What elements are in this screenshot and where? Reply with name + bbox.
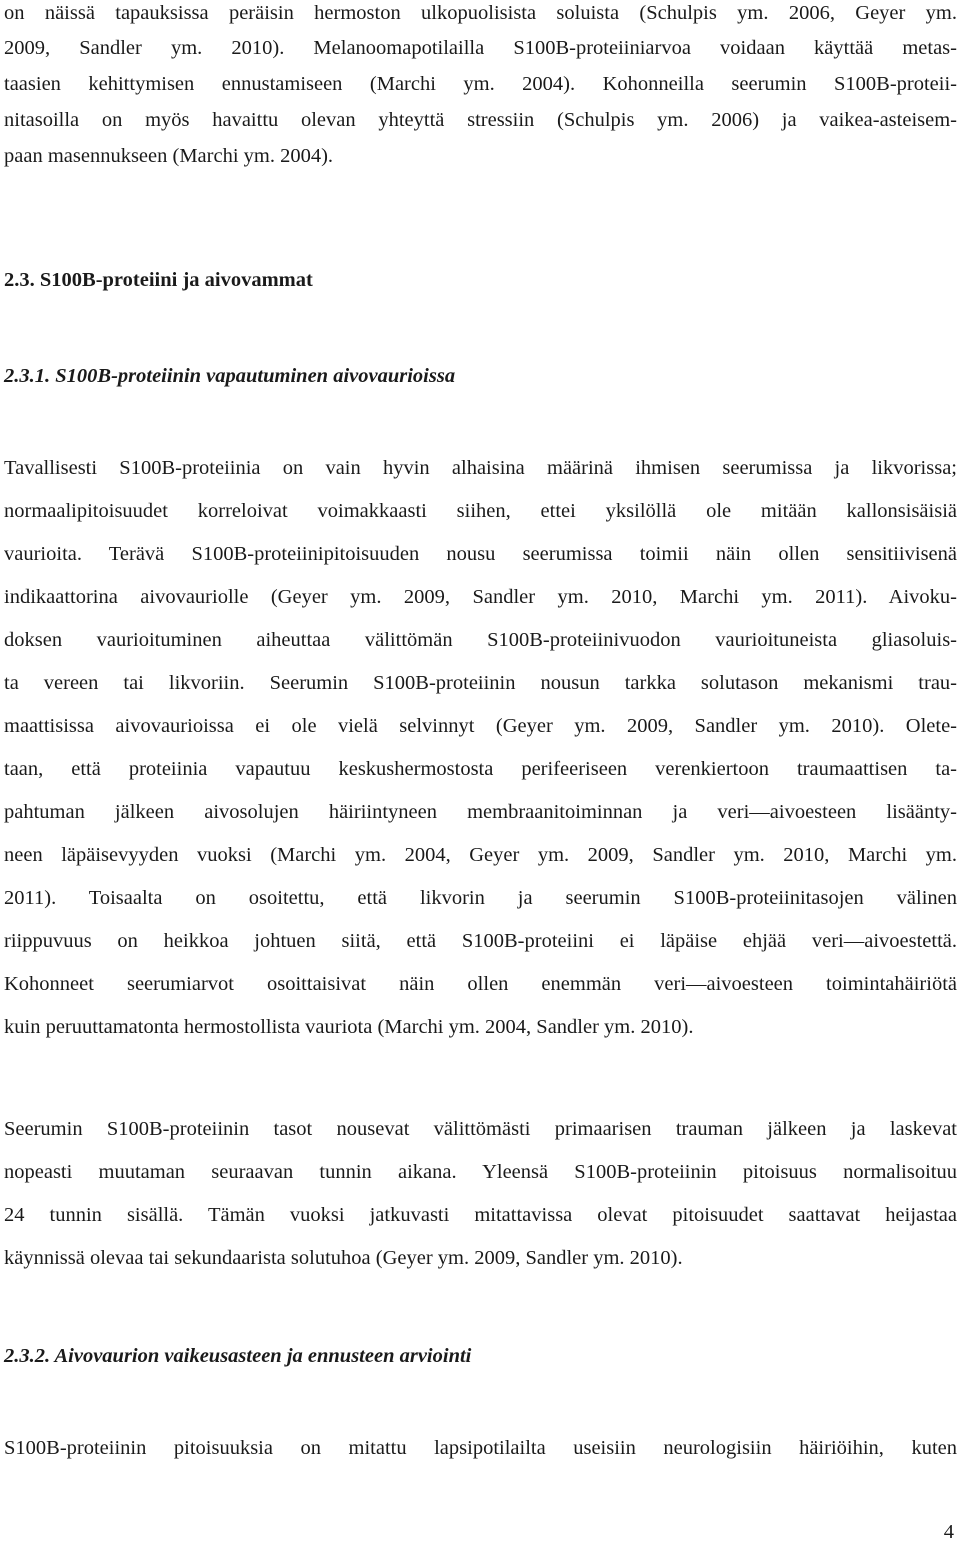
text-line: 24 tunnin sisällä. Tämän vuoksi jatkuvasti mitattavissa olevat pitoisuudet saattavat heijastaa (4, 1204, 957, 1226)
text-line: 2009, Sandler ym. 2010). Melanoomapotilailla S100B-proteiiniarvoa voidaan käyttää metas- (4, 37, 957, 59)
text-line: indikaattorina aivovauriolle (Geyer ym. 2009, Sandler ym. 2010, Marchi ym. 2011). Aivoku- (4, 586, 957, 608)
text-line: kuin peruuttamatonta hermostollista vauriota (Marchi ym. 2004, Sandler ym. 2010). (4, 1016, 694, 1038)
text-line: Kohonneet seerumiarvot osoittaisivat näin ollen enemmän veri—aivoesteen toimintahäiriötä (4, 973, 957, 995)
text-line: nopeasti muutaman seuraavan tunnin aikana. Yleensä S100B-proteiinin pitoisuus normalisoituu (4, 1161, 957, 1183)
text-line: maattisissa aivovaurioissa ei ole vielä selvinnyt (Geyer ym. 2009, Sandler ym. 2010). Olete- (4, 715, 957, 737)
text-line: normaalipitoisuudet korreloivat voimakkaasti siihen, ettei yksilöllä ole mitään kallonsisäisiä (4, 500, 957, 522)
text-line: käynnissä olevaa tai sekundaarista solutuhoa (Geyer ym. 2009, Sandler ym. 2010). (4, 1247, 683, 1269)
text-line: Seerumin S100B-proteiinin tasot nousevat välittömästi primaarisen trauman jälkeen ja laskevat (4, 1118, 957, 1140)
text-line: taasien kehittymisen ennustamiseen (Marchi ym. 2004). Kohonneilla seerumin S100B-proteii- (4, 73, 957, 95)
text-line: S100B-proteiinin pitoisuuksia on mitattu lapsipotilailta useisiin neurologisiin häiriöihin, kuten (4, 1437, 957, 1459)
text-line: doksen vaurioituminen aiheuttaa välittömän S100B-proteiinivuodon vaurioituneista gliasoluis- (4, 629, 957, 651)
text-line: paan masennukseen (Marchi ym. 2004). (4, 145, 334, 167)
text-line: vaurioita. Terävä S100B-proteiinipitoisuuden nousu seerumissa toimii näin ollen sensitiivisenä (4, 543, 957, 565)
text-line: on näissä tapauksissa peräisin hermoston ulkopuolisista soluista (Schulpis ym. 2006, Geyer ym. (4, 2, 957, 24)
text-line: ta vereen tai likvoriin. Seerumin S100B-proteiinin nousun tarkka solutason mekanismi trau- (4, 672, 957, 694)
subsection-heading: 2.3.2. Aivovaurion vaikeusasteen ja ennusteen arviointi (4, 1345, 472, 1367)
text-line: 2011). Toisaalta on osoitettu, että likvorin ja seerumin S100B-proteiinitasojen välinen (4, 887, 957, 909)
text-line: nitasoilla on myös havaittu olevan yhteyttä stressiin (Schulpis ym. 2006) ja vaikea-asteisem- (4, 109, 957, 131)
subsection-heading: 2.3.1. S100B-proteiinin vapautuminen aivovaurioissa (4, 365, 456, 387)
section-heading: 2.3. S100B-proteiini ja aivovammat (4, 269, 313, 291)
text-line: riippuvuus on heikkoa johtuen siitä, että S100B-proteiini ei läpäise ehjää veri—aivoestettä. (4, 930, 957, 952)
text-line: neen läpäisevyyden vuoksi (Marchi ym. 2004, Geyer ym. 2009, Sandler ym. 2010, Marchi ym. (4, 844, 957, 866)
text-line: Tavallisesti S100B-proteiinia on vain hyvin alhaisina määrinä ihmisen seerumissa ja likvorissa; (4, 457, 957, 479)
text-line: taan, että proteiinia vapautuu keskushermostosta perifeeriseen verenkiertoon traumaattisen ta- (4, 758, 957, 780)
page-number: 4 (943, 1521, 954, 1543)
text-line: pahtuman jälkeen aivosolujen häiriintyneen membraanitoiminnan ja veri—aivoesteen lisäänty- (4, 801, 957, 823)
